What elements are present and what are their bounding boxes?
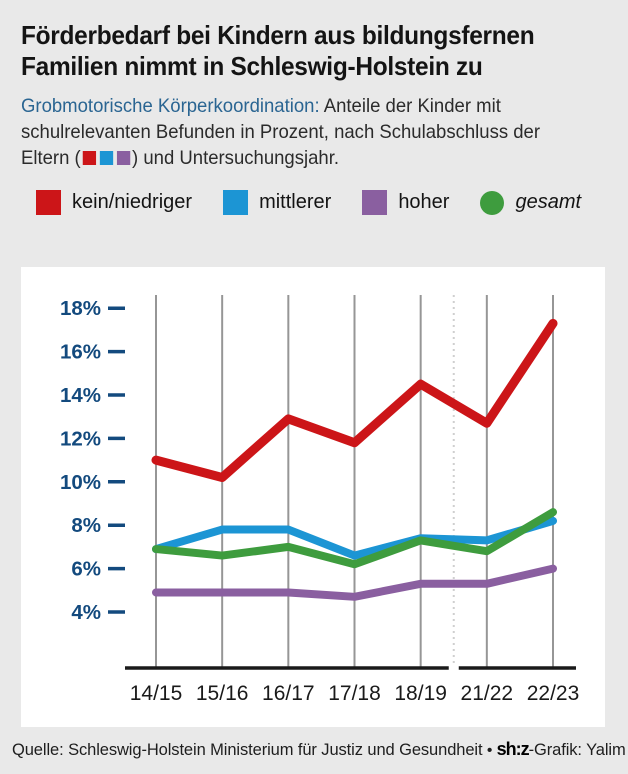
shz-logo: sh:z	[496, 739, 529, 759]
y-tick-label: 4%	[71, 601, 101, 624]
chart-subtitle	[21, 93, 567, 171]
chart-panel	[21, 267, 605, 727]
subtitle-lead: Grobmotorische Körperkoordination:	[21, 95, 320, 117]
legend-label: hoher	[398, 191, 450, 213]
source-line	[12, 739, 626, 760]
square-swatch-icon	[362, 190, 387, 215]
square-swatch-icon	[223, 190, 248, 215]
subtitle-line3-before: Eltern (	[21, 147, 81, 169]
subtitle-line3-after: ) und Untersuchungsjahr.	[132, 147, 340, 169]
page-title-line-1: Förderbedarf bei Kindern aus bildungsfernen	[21, 20, 535, 50]
source-text: Quelle: Schleswig-Holstein Ministerium für Justiz und Gesundheit	[12, 741, 483, 759]
x-tick-label-18-19: 18/19	[394, 682, 447, 705]
y-tick-label: 12%	[59, 427, 101, 451]
y-tick-label: 18%	[59, 297, 101, 321]
y-tick-label: 10%	[59, 470, 101, 494]
x-tick-label-16-17: 16/17	[262, 682, 315, 705]
subtitle-line1-rest: Anteile der Kinder mit	[319, 95, 501, 117]
legend-label: kein/niedriger	[72, 191, 193, 213]
x-tick-label-22-23: 22/23	[526, 682, 580, 705]
y-tick-label: 8%	[71, 514, 101, 538]
x-tick-label-17-18: 17/18	[328, 682, 381, 705]
subtitle-line2: schulrelevanten Befunden in Prozent, nach Schulabschluss der	[21, 121, 541, 143]
y-tick-label: 16%	[59, 340, 101, 364]
chart-legend	[36, 190, 581, 215]
bullet-icon: •	[486, 742, 493, 759]
x-tick-label-15-16: 15/16	[195, 682, 249, 705]
parent-education-high-swatch-icon	[117, 151, 130, 165]
circle-swatch-icon	[480, 191, 504, 215]
line-chart	[21, 267, 605, 727]
x-tick-label-21-22: 21/22	[460, 682, 514, 705]
parent-education-mid-swatch-icon	[100, 151, 113, 165]
legend-label: mittlerer	[259, 191, 332, 213]
legend-item-mittlerer	[223, 190, 331, 215]
page-title	[21, 20, 567, 82]
legend-item-hoher	[362, 190, 449, 215]
legend-item-kein-niedriger	[36, 190, 192, 215]
y-tick-label: 6%	[71, 557, 101, 581]
page-title-line-2: Familien nimmt in Schleswig-Holstein zu	[21, 51, 483, 81]
source-credit: -Grafik: Yalim	[528, 741, 626, 759]
parent-education-low-swatch-icon	[83, 151, 96, 165]
square-swatch-icon	[36, 190, 61, 215]
y-tick-label: 14%	[59, 384, 101, 407]
legend-label: gesamt	[515, 191, 582, 213]
x-tick-label-14-15: 14/15	[129, 682, 183, 705]
legend-item-gesamt	[480, 191, 581, 215]
